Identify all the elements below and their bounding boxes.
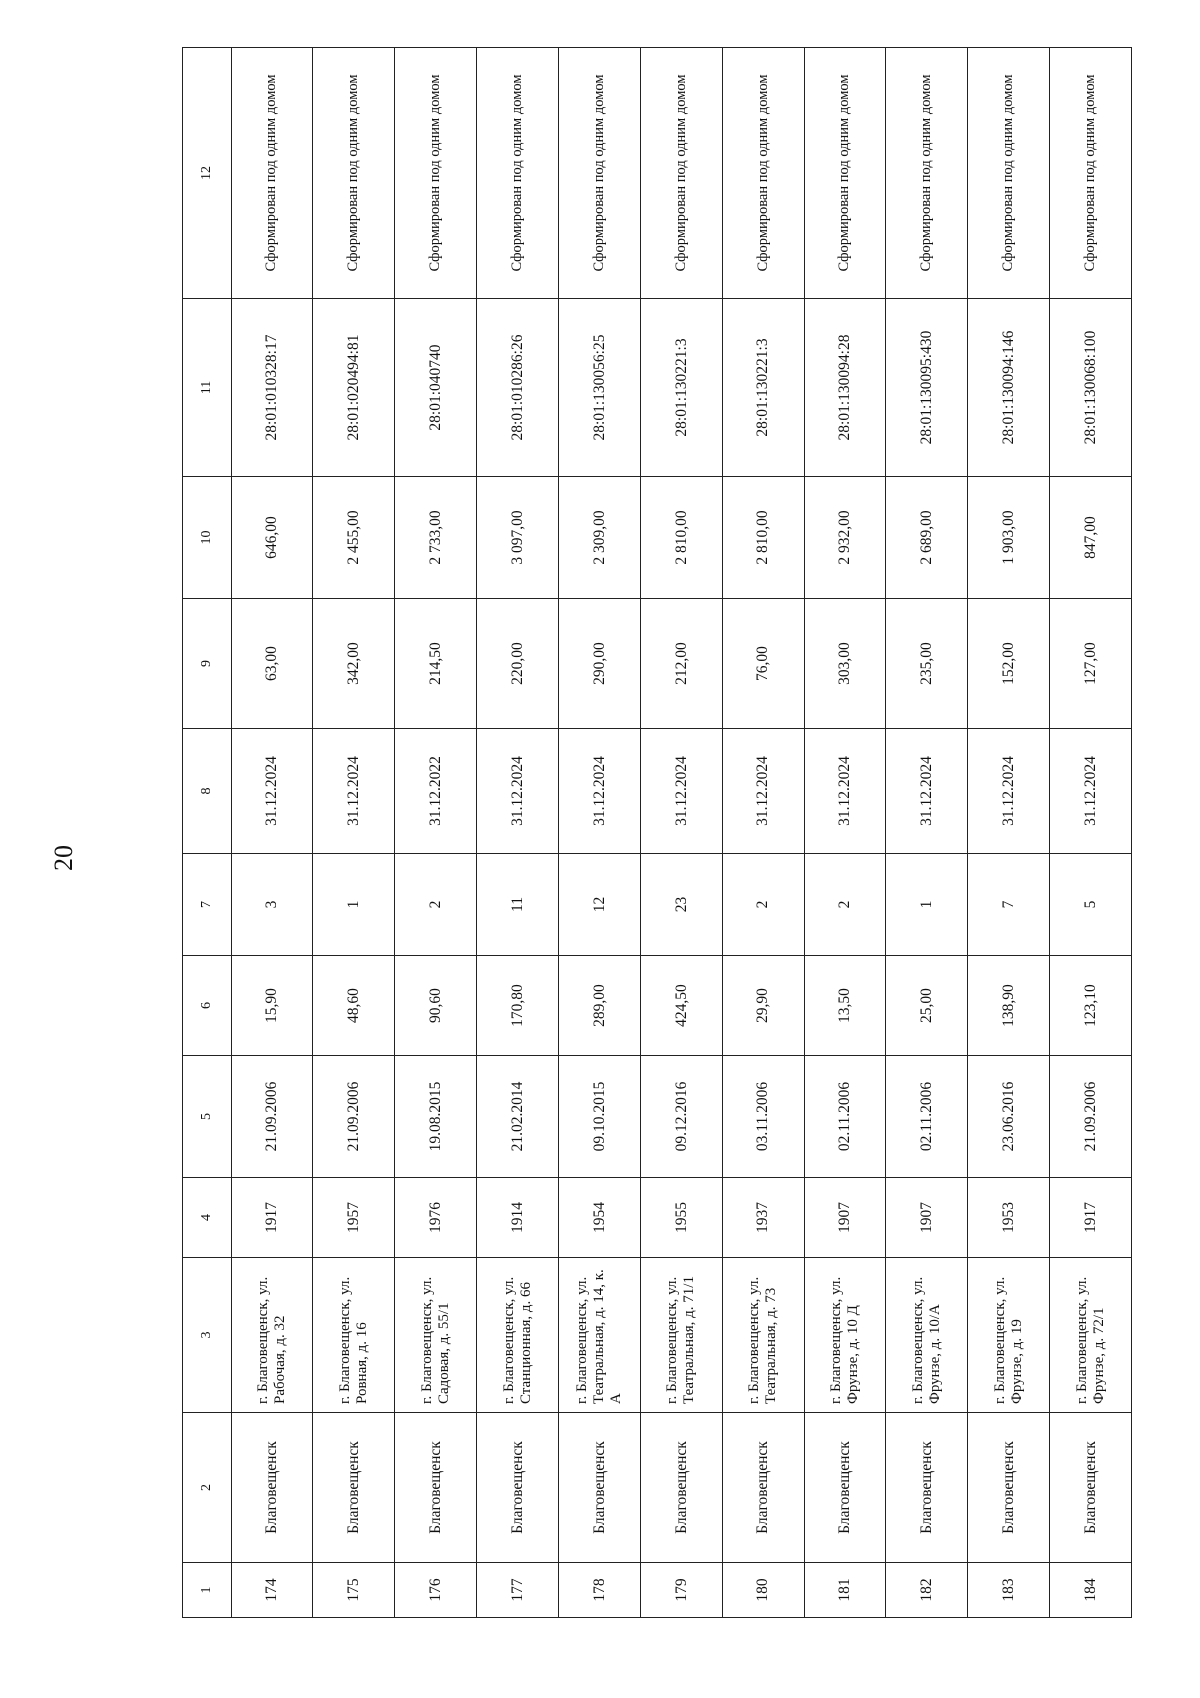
date-cell: 02.11.2006	[886, 1056, 968, 1178]
land-plot-status-cell: Сформирован под одним домом	[1050, 48, 1132, 299]
column-number-cell: 6	[183, 956, 232, 1056]
row-number-cell: 179	[640, 1563, 722, 1618]
area-value-cell: 13,50	[804, 956, 886, 1056]
area-value-cell: 138,90	[968, 956, 1050, 1056]
row-number-cell: 174	[231, 1563, 313, 1618]
address-cell: г. Благовещенск, ул. Фрунзе, д. 19	[968, 1258, 1050, 1413]
land-plot-status-cell: Сформирован под одним домом	[722, 48, 804, 299]
rotated-table-container	[182, 48, 1132, 1618]
year-built-cell: 1917	[231, 1178, 313, 1258]
count-value-cell: 2	[804, 854, 886, 956]
area-value-cell: 342,00	[313, 599, 395, 729]
deadline-date-cell: 31.12.2024	[558, 729, 640, 854]
area-value-cell: 2 932,00	[804, 477, 886, 599]
locality-cell: Благовещенск	[640, 1413, 722, 1563]
year-built-cell: 1955	[640, 1178, 722, 1258]
locality-cell: Благовещенск	[313, 1413, 395, 1563]
column-number-cell: 12	[183, 48, 232, 299]
table-row	[640, 48, 722, 1618]
date-cell: 21.09.2006	[1050, 1056, 1132, 1178]
area-value-cell: 2 733,00	[395, 477, 477, 599]
date-cell: 21.09.2006	[231, 1056, 313, 1178]
count-value-cell: 3	[231, 854, 313, 956]
area-value-cell: 2 689,00	[886, 477, 968, 599]
deadline-date-cell: 31.12.2024	[722, 729, 804, 854]
year-built-cell: 1976	[395, 1178, 477, 1258]
cadastral-number-cell: 28:01:010328:17	[231, 299, 313, 477]
area-value-cell: 2 455,00	[313, 477, 395, 599]
locality-cell: Благовещенск	[231, 1413, 313, 1563]
area-value-cell: 170,80	[477, 956, 559, 1056]
count-value-cell: 5	[1050, 854, 1132, 956]
deadline-date-cell: 31.12.2024	[640, 729, 722, 854]
area-value-cell: 290,00	[558, 599, 640, 729]
count-value-cell: 23	[640, 854, 722, 956]
year-built-cell: 1954	[558, 1178, 640, 1258]
area-value-cell: 424,50	[640, 956, 722, 1056]
area-value-cell: 847,00	[1050, 477, 1132, 599]
date-cell: 23.06.2016	[968, 1056, 1050, 1178]
column-number-cell: 4	[183, 1178, 232, 1258]
cadastral-number-cell: 28:01:130056:25	[558, 299, 640, 477]
locality-cell: Благовещенск	[558, 1413, 640, 1563]
area-value-cell: 214,50	[395, 599, 477, 729]
year-built-cell: 1937	[722, 1178, 804, 1258]
date-cell: 09.10.2015	[558, 1056, 640, 1178]
row-number-cell: 180	[722, 1563, 804, 1618]
cadastral-number-cell: 28:01:130094:28	[804, 299, 886, 477]
column-number-cell: 11	[183, 299, 232, 477]
table-row	[558, 48, 640, 1618]
row-number-cell: 182	[886, 1563, 968, 1618]
area-value-cell: 123,10	[1050, 956, 1132, 1056]
area-value-cell: 15,90	[231, 956, 313, 1056]
cadastral-number-cell: 28:01:130221:3	[640, 299, 722, 477]
locality-cell: Благовещенск	[1050, 1413, 1132, 1563]
land-plot-status-cell: Сформирован под одним домом	[477, 48, 559, 299]
address-cell: г. Благовещенск, ул. Фрунзе, д. 10 Д	[804, 1258, 886, 1413]
area-value-cell: 90,60	[395, 956, 477, 1056]
column-number-cell: 1	[183, 1563, 232, 1618]
locality-cell: Благовещенск	[395, 1413, 477, 1563]
table-row	[968, 48, 1050, 1618]
deadline-date-cell: 31.12.2024	[1050, 729, 1132, 854]
area-value-cell: 63,00	[231, 599, 313, 729]
table-row	[313, 48, 395, 1618]
date-cell: 03.11.2006	[722, 1056, 804, 1178]
land-plot-status-cell: Сформирован под одним домом	[558, 48, 640, 299]
deadline-date-cell: 31.12.2024	[804, 729, 886, 854]
land-plot-status-cell: Сформирован под одним домом	[395, 48, 477, 299]
cadastral-number-cell: 28:01:040740	[395, 299, 477, 477]
area-value-cell: 2 810,00	[722, 477, 804, 599]
deadline-date-cell: 31.12.2024	[231, 729, 313, 854]
land-plot-status-cell: Сформирован под одним домом	[313, 48, 395, 299]
date-cell: 21.02.2014	[477, 1056, 559, 1178]
cadastral-number-cell: 28:01:130068:100	[1050, 299, 1132, 477]
area-value-cell: 2 309,00	[558, 477, 640, 599]
page-number: 20	[49, 845, 78, 871]
row-number-cell: 183	[968, 1563, 1050, 1618]
address-cell: г. Благовещенск, ул. Театральная, д. 73	[722, 1258, 804, 1413]
cadastral-number-cell: 28:01:130221:3	[722, 299, 804, 477]
column-number-cell: 8	[183, 729, 232, 854]
date-cell: 02.11.2006	[804, 1056, 886, 1178]
land-plot-status-cell: Сформирован под одним домом	[968, 48, 1050, 299]
row-number-cell: 184	[1050, 1563, 1132, 1618]
year-built-cell: 1957	[313, 1178, 395, 1258]
land-plot-status-cell: Сформирован под одним домом	[886, 48, 968, 299]
year-built-cell: 1914	[477, 1178, 559, 1258]
table-row	[477, 48, 559, 1618]
row-number-cell: 176	[395, 1563, 477, 1618]
area-value-cell: 235,00	[886, 599, 968, 729]
column-number-cell: 9	[183, 599, 232, 729]
count-value-cell: 1	[886, 854, 968, 956]
locality-cell: Благовещенск	[968, 1413, 1050, 1563]
count-value-cell: 11	[477, 854, 559, 956]
area-value-cell: 3 097,00	[477, 477, 559, 599]
deadline-date-cell: 31.12.2024	[968, 729, 1050, 854]
cadastral-number-cell: 28:01:130095:430	[886, 299, 968, 477]
land-plot-status-cell: Сформирован под одним домом	[804, 48, 886, 299]
cadastral-number-cell: 28:01:020494:81	[313, 299, 395, 477]
area-value-cell: 152,00	[968, 599, 1050, 729]
address-cell: г. Благовещенск, ул. Театральная, д. 14, к. А	[558, 1258, 640, 1413]
area-value-cell: 127,00	[1050, 599, 1132, 729]
address-cell: г. Благовещенск, ул. Театральная, д. 71/1	[640, 1258, 722, 1413]
column-number-cell: 3	[183, 1258, 232, 1413]
locality-cell: Благовещенск	[804, 1413, 886, 1563]
area-value-cell: 212,00	[640, 599, 722, 729]
address-cell: г. Благовещенск, ул. Фрунзе, д. 10/А	[886, 1258, 968, 1413]
housing-table	[182, 47, 1132, 1618]
column-number-cell: 2	[183, 1413, 232, 1563]
count-value-cell: 7	[968, 854, 1050, 956]
date-cell: 09.12.2016	[640, 1056, 722, 1178]
table-row	[231, 48, 313, 1618]
deadline-date-cell: 31.12.2022	[395, 729, 477, 854]
area-value-cell: 48,60	[313, 956, 395, 1056]
table-row	[804, 48, 886, 1618]
area-value-cell: 1 903,00	[968, 477, 1050, 599]
address-cell: г. Благовещенск, ул. Фрунзе, д. 72/1	[1050, 1258, 1132, 1413]
count-value-cell: 12	[558, 854, 640, 956]
row-number-cell: 177	[477, 1563, 559, 1618]
land-plot-status-cell: Сформирован под одним домом	[640, 48, 722, 299]
table-row	[886, 48, 968, 1618]
area-value-cell: 76,00	[722, 599, 804, 729]
address-cell: г. Благовещенск, ул. Станционная, д. 66	[477, 1258, 559, 1413]
column-number-cell: 7	[183, 854, 232, 956]
address-cell: г. Благовещенск, ул. Рабочая, д. 32	[231, 1258, 313, 1413]
year-built-cell: 1907	[804, 1178, 886, 1258]
count-value-cell: 2	[395, 854, 477, 956]
cadastral-number-cell: 28:01:130094:146	[968, 299, 1050, 477]
cadastral-number-cell: 28:01:010286:26	[477, 299, 559, 477]
area-value-cell: 2 810,00	[640, 477, 722, 599]
row-number-cell: 181	[804, 1563, 886, 1618]
area-value-cell: 29,90	[722, 956, 804, 1056]
count-value-cell: 1	[313, 854, 395, 956]
year-built-cell: 1917	[1050, 1178, 1132, 1258]
area-value-cell: 303,00	[804, 599, 886, 729]
column-number-cell: 5	[183, 1056, 232, 1178]
deadline-date-cell: 31.12.2024	[477, 729, 559, 854]
locality-cell: Благовещенск	[477, 1413, 559, 1563]
row-number-cell: 178	[558, 1563, 640, 1618]
area-value-cell: 646,00	[231, 477, 313, 599]
date-cell: 21.09.2006	[313, 1056, 395, 1178]
locality-cell: Благовещенск	[886, 1413, 968, 1563]
date-cell: 19.08.2015	[395, 1056, 477, 1178]
address-cell: г. Благовещенск, ул. Ровная, д. 16	[313, 1258, 395, 1413]
area-value-cell: 220,00	[477, 599, 559, 729]
column-number-row	[183, 48, 232, 1618]
year-built-cell: 1953	[968, 1178, 1050, 1258]
deadline-date-cell: 31.12.2024	[313, 729, 395, 854]
table-row	[1050, 48, 1132, 1618]
address-cell: г. Благовещенск, ул. Садовая, д. 55/1	[395, 1258, 477, 1413]
table-body	[183, 48, 1132, 1618]
table-row	[395, 48, 477, 1618]
count-value-cell: 2	[722, 854, 804, 956]
area-value-cell: 25,00	[886, 956, 968, 1056]
land-plot-status-cell: Сформирован под одним домом	[231, 48, 313, 299]
table-row	[722, 48, 804, 1618]
row-number-cell: 175	[313, 1563, 395, 1618]
column-number-cell: 10	[183, 477, 232, 599]
locality-cell: Благовещенск	[722, 1413, 804, 1563]
year-built-cell: 1907	[886, 1178, 968, 1258]
area-value-cell: 289,00	[558, 956, 640, 1056]
deadline-date-cell: 31.12.2024	[886, 729, 968, 854]
